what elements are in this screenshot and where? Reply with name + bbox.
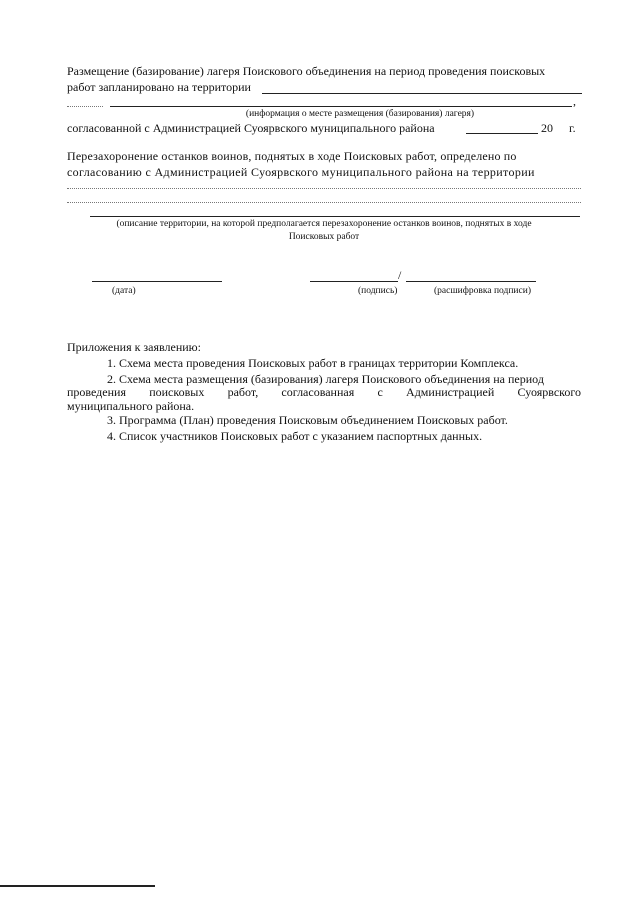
territory-field-line-2[interactable] (110, 106, 572, 107)
reburial-field-line-2[interactable] (67, 202, 581, 203)
para2-line2: согласованию с Администрацией Суоярвского муниципального района на территории (67, 165, 535, 179)
faint-dotted-line (67, 106, 103, 107)
date-field-line[interactable] (92, 281, 222, 282)
signature-decode-line[interactable] (406, 281, 536, 282)
year-suffix: г. (569, 121, 576, 135)
reburial-field-line-1[interactable] (67, 188, 581, 189)
appendix-item-4: 4. Список участников Поисковых работ с указанием паспортных данных. (107, 429, 483, 443)
appendix-item-2-line-3: муниципального района. (67, 399, 195, 413)
territory-field-line-1[interactable] (262, 93, 582, 94)
appendix-item-2-line-1: 2. Схема места размещения (базирования) лагеря Поискового объединения на период (107, 372, 544, 386)
para1-line1: Размещение (базирование) лагеря Поискового объединения на период проведения поисковых (67, 64, 546, 78)
para2-line1: Перезахоронение останков воинов, поднятых в ходе Поисковых работ, определено по (67, 149, 517, 163)
signature-field-line[interactable] (310, 281, 398, 282)
signature-decode-label: (расшифровка подписи) (434, 286, 531, 296)
agreement-date-line[interactable] (466, 133, 538, 134)
para1-comma: , (573, 94, 576, 108)
camp-location-caption: (информация о месте размещения (базирования) лагеря) (245, 109, 475, 119)
appendix-item-3: 3. Программа (План) проведения Поисковым объединением Поисковых работ. (107, 413, 508, 427)
para1-line2: работ запланировано на территории (67, 80, 251, 94)
para1-line3: согласованной с Администрацией Суоярвского муниципального района (67, 121, 435, 135)
appendix-item-2-line-2: проведения поисковых работ, согласованная с Администрацией Суоярвского (67, 385, 581, 399)
signature-label: (подпись) (358, 286, 398, 296)
reburial-caption-2: Поисковых работ (288, 232, 360, 242)
date-label: (дата) (112, 286, 136, 296)
appendix-title: Приложения к заявлению: (67, 340, 201, 354)
reburial-field-line-3[interactable] (90, 216, 580, 217)
signature-slash: / (398, 268, 402, 282)
reburial-caption-1: (описание территории, на которой предполагается перезахоронение останков воинов, поднятых в ходе (116, 219, 532, 229)
footnote-rule (0, 885, 155, 887)
appendix-item-1: 1. Схема места проведения Поисковых работ в границах территории Комплекса. (107, 356, 519, 370)
year-prefix: 20 (541, 121, 553, 135)
